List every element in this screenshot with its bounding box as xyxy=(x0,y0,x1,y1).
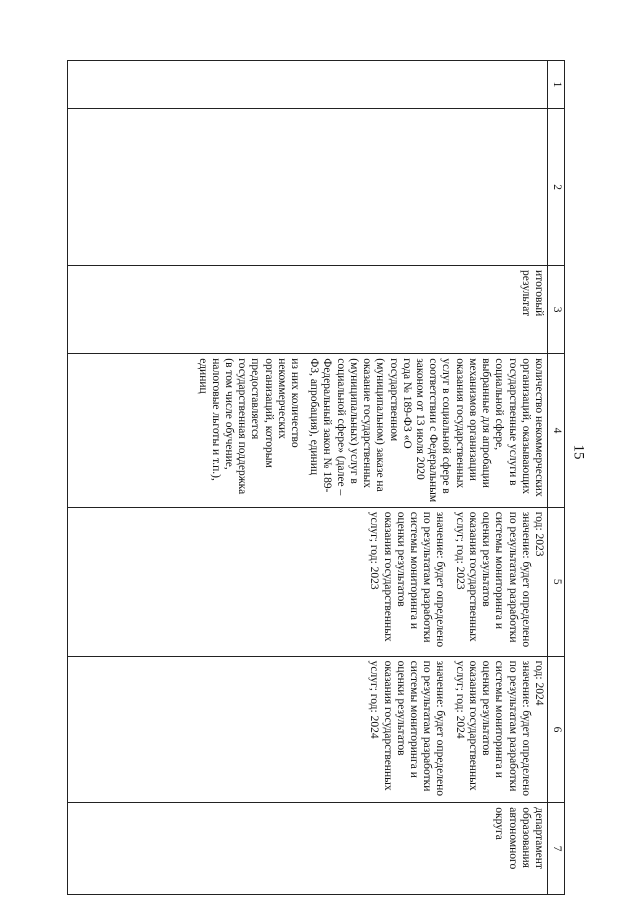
cell-result-type: итоговый результат xyxy=(68,266,548,354)
header-col-4: 4 xyxy=(548,354,565,508)
header-col-1: 1 xyxy=(548,61,565,109)
header-col-6: 6 xyxy=(548,656,565,803)
indicator-sub: из них количество некоммерческих организаций, которым предоставляется государственная поддержка (в том числе обучение, налоговые льготы и т.п.), единиц xyxy=(196,358,302,495)
header-col-3: 3 xyxy=(548,266,565,354)
results-table xyxy=(67,60,565,895)
cell-col-2 xyxy=(68,109,548,266)
value-2023-main: значение: будет определено по результатам разработки системы мониторинга и оценки результатов оказания государственных услуг; год: 2023 xyxy=(453,511,532,648)
value-2023-sub: значение: будет определено по результатам разработки системы мониторинга и оценки результатов оказания государственных услуг; год: 2023 xyxy=(368,511,447,648)
cell-indicator xyxy=(68,354,548,508)
cell-col-1 xyxy=(68,61,548,109)
value-2024-sub: значение: будет определено по результатам разработки системы мониторинга и оценки результатов оказания государственных услуг; год: 2024 xyxy=(368,660,447,796)
table-row xyxy=(68,61,548,895)
header-col-7: 7 xyxy=(548,803,565,895)
cell-responsible: департамент образования автономного округа xyxy=(68,803,548,895)
header-col-2: 2 xyxy=(548,109,565,266)
cell-2023 xyxy=(68,507,548,656)
rotated-table-container xyxy=(45,60,565,895)
indicator-main: количество некоммерческих организаций, оказывающих государственные услуги в социальной сфере, выбранные для апробации механизмов организации оказания государственных услуг в социальной сфере в соответствии с Федеральным законом от 13 июля 2020 года № 189-ФЗ «О государственном (муниципальном) заказе на оказание государственных (муниципальных) услуг в социальной сфере» (далее – Федеральный закон № 189-ФЗ, апробация), единиц xyxy=(308,358,545,503)
year-2024-label: год: 2024 xyxy=(533,660,545,706)
header-col-5: 5 xyxy=(548,507,565,656)
table-header-row xyxy=(548,61,565,895)
page-number: 15 xyxy=(570,444,587,460)
value-2024-main: значение: будет определено по результатам разработки системы мониторинга и оценки результатов оказания государственных услуг; год: 2024 xyxy=(453,660,532,796)
cell-2024 xyxy=(68,656,548,803)
year-2023-label: год: 2023 xyxy=(533,511,545,557)
